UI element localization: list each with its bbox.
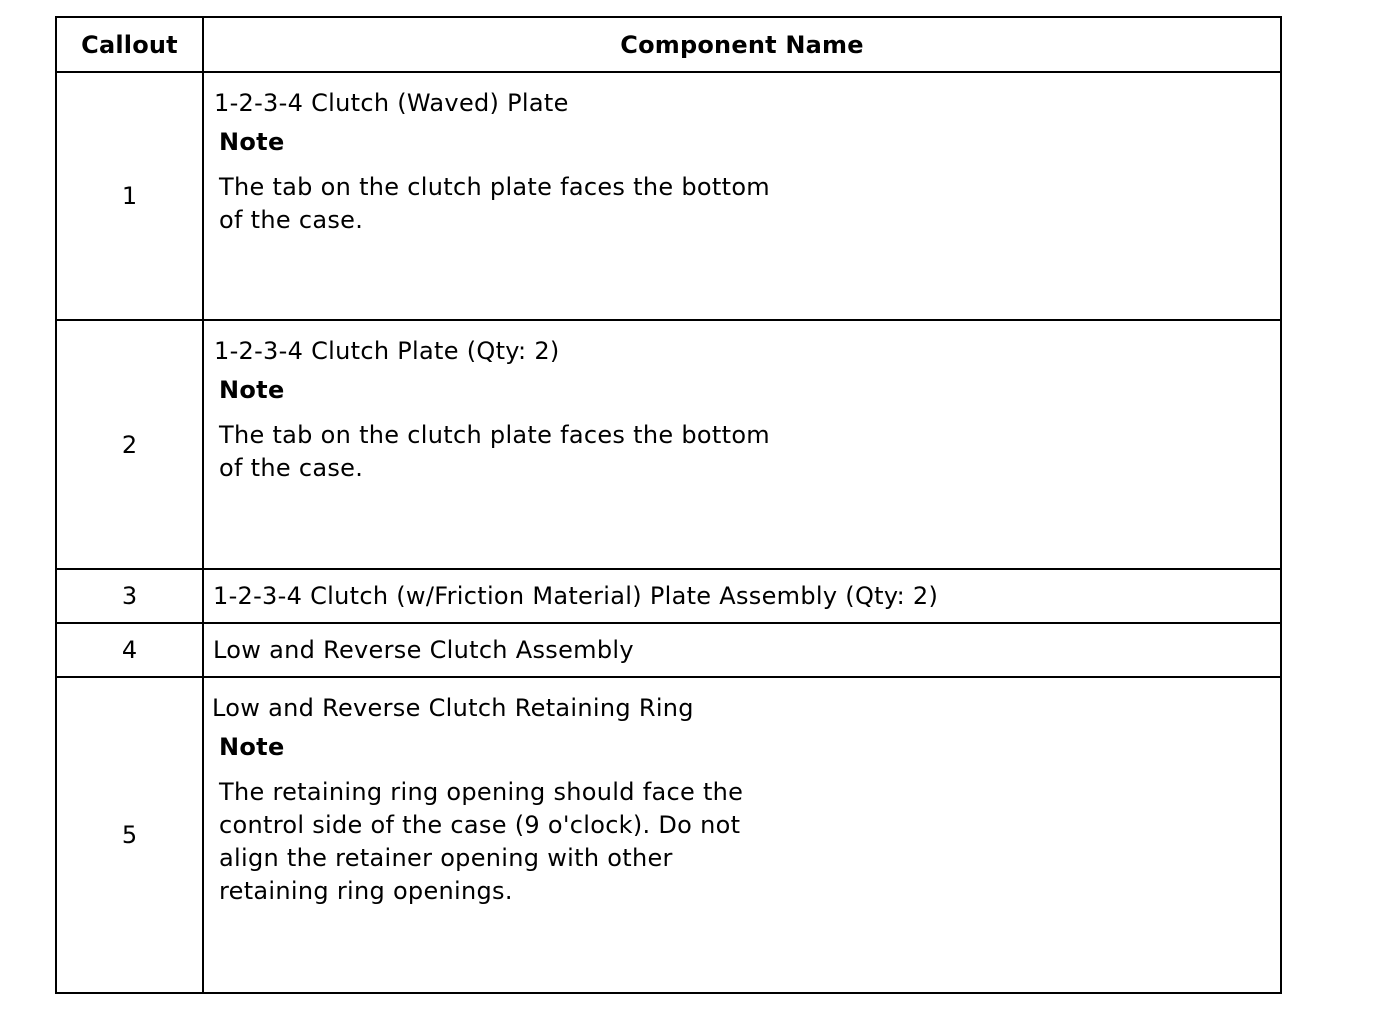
table-row xyxy=(56,72,1281,320)
note-line: of the case. xyxy=(219,454,364,482)
component-name: 1-2-3-4 Clutch (w/Friction Material) Plate Assembly (Qty: 2) xyxy=(203,569,1281,623)
note-line: of the case. xyxy=(219,206,364,234)
callout-number: 2 xyxy=(56,320,203,569)
component-name: 1-2-3-4 Clutch Plate (Qty: 2) xyxy=(214,337,560,365)
callout-number: 4 xyxy=(56,623,203,677)
table-header-row xyxy=(56,17,1281,72)
component-cell xyxy=(203,72,1281,320)
component-cell xyxy=(203,677,1281,993)
note-line: The tab on the clutch plate faces the bottom xyxy=(219,173,770,201)
note-label: Note xyxy=(219,733,285,761)
component-cell xyxy=(203,320,1281,569)
table-row xyxy=(56,623,1281,677)
note-text xyxy=(204,407,859,485)
component-table xyxy=(55,16,1282,994)
note-line: retaining ring openings. xyxy=(219,877,513,905)
header-callout: Callout xyxy=(56,17,203,72)
header-component-name: Component Name xyxy=(203,17,1281,72)
component-name: Low and Reverse Clutch Retaining Ring xyxy=(212,694,694,722)
table-row xyxy=(56,320,1281,569)
note-text xyxy=(204,764,859,908)
note-label: Note xyxy=(219,376,285,404)
callout-number: 5 xyxy=(56,677,203,993)
note-label: Note xyxy=(219,128,285,156)
note-line: control side of the case (9 o'clock). Do not xyxy=(219,811,741,839)
table-row xyxy=(56,569,1281,623)
note-line: align the retainer opening with other xyxy=(219,844,673,872)
note-line: The tab on the clutch plate faces the bottom xyxy=(219,421,770,449)
table-row xyxy=(56,677,1281,993)
note-text xyxy=(204,159,859,237)
callout-number: 3 xyxy=(56,569,203,623)
note-line: The retaining ring opening should face the xyxy=(219,778,744,806)
callout-number: 1 xyxy=(56,72,203,320)
component-name: 1-2-3-4 Clutch (Waved) Plate xyxy=(214,89,569,117)
component-name: Low and Reverse Clutch Assembly xyxy=(203,623,1281,677)
